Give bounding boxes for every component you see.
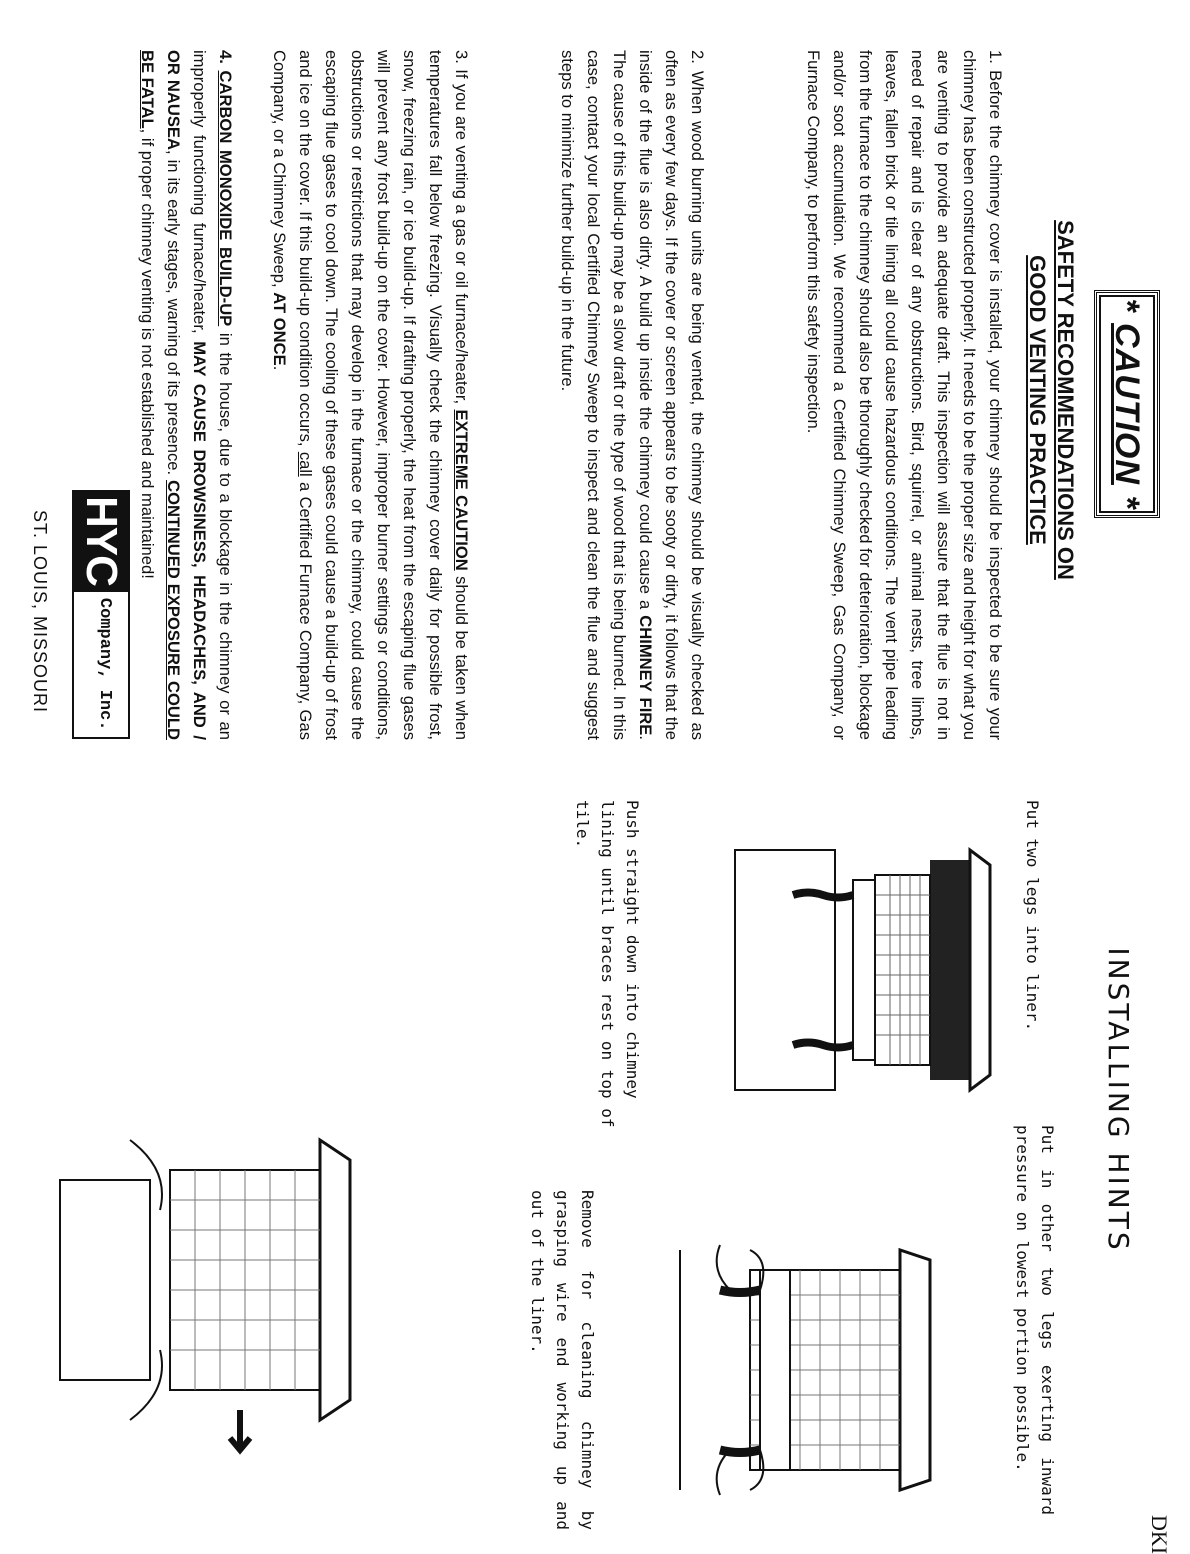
caution-star-left: * [1108,298,1147,324]
mesh-grid [170,1170,320,1390]
liner-legs-illustration [730,820,1010,1120]
mesh-grid [875,875,930,1065]
cap-top [930,860,970,1080]
company-logo [72,490,130,739]
at-once-emphasis: AT ONCE [270,292,289,366]
caution-word: CAUTION [1108,323,1147,485]
chimney-liner [60,1180,150,1380]
safety-paragraph-1: 1. Before the chimney cover is installed, your chimney should be inspected to be sure your chimney has been constructed properly. It needs to be the proper size and height for what you are venting to provide an adequate draft. This inspection will assure that the flue is not in need of repair and is clear of any obstructions. Bird, squirrel, or animal nests, tree limbs, leaves, fallen brick or tile lining all could cause hazardous conditions. The vent pipe leading from the furnace to the chimney should also be thoroughly checked for deterioration, blockage and/or soot accumulation. We recommend a Certified Chimney Sweep, Gas Company, or Furnace Company, to perform this safety inspection. [804,50,1005,740]
chimney-fire-warning: CHIMNEY FIRE [636,615,655,736]
hint-caption-1: Put two legs into liner. [1023,800,1042,1032]
caution-banner [1094,290,1160,518]
installing-hints-title: INSTALLING HINTS [1102,947,1135,1253]
document-code: DKI [1147,1515,1172,1554]
call-emphasis: call [296,451,315,477]
hyc-logo-mark: HYC [72,490,130,592]
hint-caption-3: Push straight down into chimney lining until braces rest on top of tile. [573,800,642,1128]
installing-hints-column [0,800,1190,1554]
symptoms-warning: MAY CAUSE DROWSINESS, HEADACHES, AND / OR NAUSEA [164,50,209,740]
mesh-screen [875,875,930,1065]
remove-cover-illustration [40,1080,360,1480]
safety-paragraph-3: 3. If you are venting a gas or oil furnace/heater, EXTREME CAUTION should be taken when temperatures fall below freezing. Visually check the chimney cover daily for possible frost, snow, freezing rain, or ice build-up. If drafting properly, the heat from the escaping flue gases will prevent any frost build-up on the cover. However, improper burner settings or conditions, obstructions or restrictions that may develop in the furnace or the chimney, could cause the escaping flue gases to cool down. The cooling of these gases could cause a build-up of frost and ice on the cover. If this build-up condition occurs, call a Certified Furnace Company, Gas Company, or a Chimney Sweep, AT ONCE. [270,50,471,740]
band [760,1270,790,1470]
safety-column [0,40,1190,760]
band [853,880,875,1060]
carbon-monoxide-heading: CARBON MONOXIDE BUILD-UP [216,70,235,327]
hint-caption-2: Put in other two legs exerting inward pressure on lowest portion possible. [1013,1125,1057,1515]
legs [793,893,853,1048]
caution-star-right: * [1108,484,1147,510]
safety-paragraph-4: 4. CARBON MONOXIDE BUILD-UP in the house, due to a blockage in the chimney or an improperly functioning furnace/heater, MAY CAUSE DROWSINESS, HEADACHES, AND / OR NAUSEA, in its early stages, warning of its presence. CONTINUED EXPOSURE COULD BE FATAL, if proper chimney venting is not established and maintained! [138,50,235,741]
company-city: ST. LOUIS, MISSOURI [30,510,50,714]
extreme-caution-warning: EXTREME CAUTION [452,409,471,571]
cap-rim [320,1140,350,1420]
insert-legs-illustration [640,1210,940,1530]
safety-paragraph-2: 2. When wood burning units are being vented, the chimney should be visually checked as often as every few days. If the cover or screen appears to be sooty or dirty, it follows that the inside of the flue is also dirty. A build up inside the chimney could cause a CHIMNEY FIRE. The cause of this build-up may be a slow draft or the type of wood that is being burned. In this case, contact your local Certified Chimney Sweep to inspect and clean the flue and suggest steps to minimize further build-up in the future. [558,50,707,740]
fatal-warning: CONTINUED EXPOSURE COULD BE FATAL [138,50,183,740]
company-name: Company, Inc. [72,592,130,739]
cap-rim [900,1250,930,1490]
safety-title-line2: GOOD VENTING PRACTICE [1025,255,1050,545]
hands [130,1140,162,1420]
arrow-icon [230,1410,250,1450]
hint-caption-4: Remove for cleaning chimney by grasping wire end working up and out of the liner. [528,1190,597,1530]
safety-title-line1: SAFETY RECOMMENDATIONS ON [1053,220,1078,580]
chimney-liner [735,850,835,1090]
cap-rim [970,850,990,1090]
legs [720,1290,760,1453]
